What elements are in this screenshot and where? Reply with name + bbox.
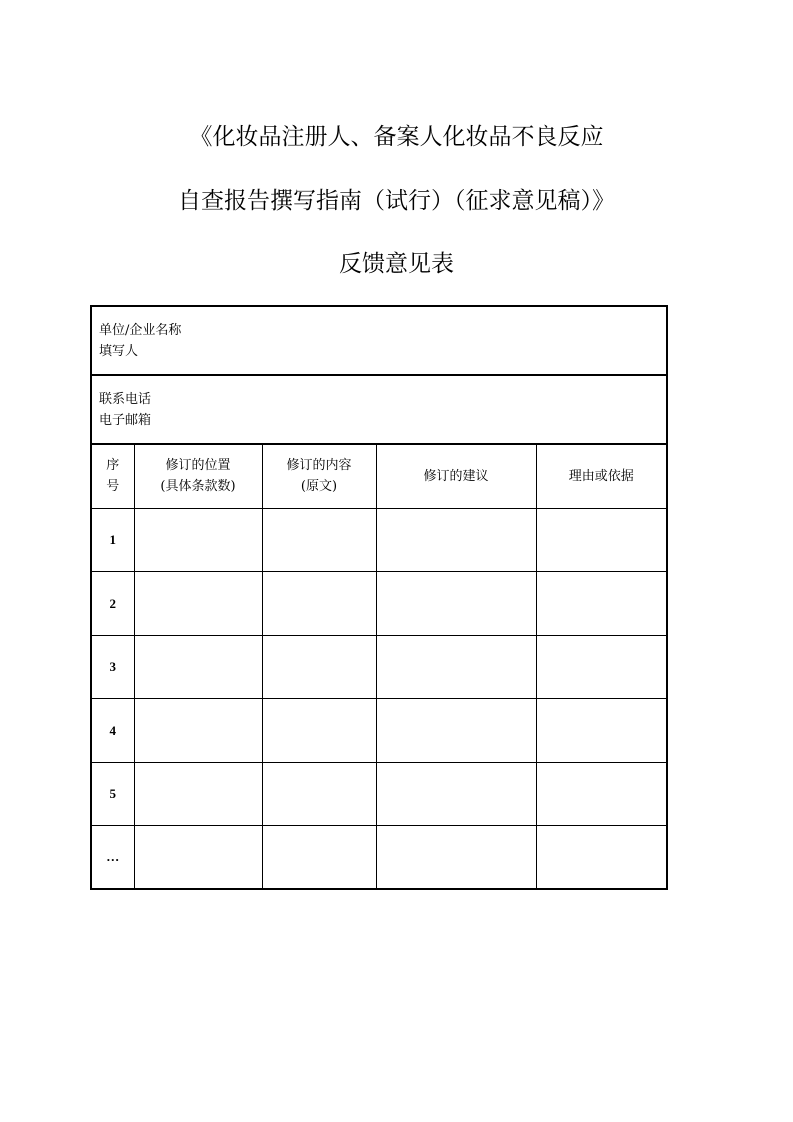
document-title-line-2: 自查报告撰写指南（试行）（征求意见稿）》	[178, 188, 615, 214]
company-name-label: 单位/企业名称	[99, 322, 182, 338]
position-cell[interactable]	[134, 508, 262, 571]
row-number: 1	[91, 508, 134, 571]
position-cell[interactable]	[134, 698, 262, 762]
seq-header-line-1: 序	[106, 458, 120, 474]
content-cell[interactable]	[262, 635, 376, 698]
reason-cell[interactable]	[536, 508, 667, 571]
reason-cell[interactable]	[536, 762, 667, 825]
table-row	[91, 571, 667, 635]
content-cell[interactable]	[262, 825, 376, 889]
row-number: 2	[91, 571, 134, 635]
seq-header-line-2: 号	[106, 479, 120, 495]
row-number: 5	[91, 762, 134, 825]
suggestion-header	[376, 444, 536, 508]
phone-label: 联系电话	[99, 391, 152, 407]
reason-header	[536, 444, 667, 508]
position-cell[interactable]	[134, 762, 262, 825]
reason-cell[interactable]	[536, 825, 667, 889]
suggestion-header-label: 修订的建议	[423, 468, 489, 484]
company-info-row	[91, 306, 667, 375]
table-row	[91, 762, 667, 825]
feedback-table	[90, 305, 668, 890]
table-row	[91, 635, 667, 698]
seq-header	[91, 444, 134, 508]
suggestion-cell[interactable]	[376, 508, 536, 571]
reason-cell[interactable]	[536, 635, 667, 698]
contact-info-row	[91, 375, 667, 444]
reason-header-label: 理由或依据	[568, 468, 634, 484]
row-number: 4	[91, 698, 134, 762]
document-title-line-3: 反馈意见表	[339, 251, 454, 277]
table-header-row	[91, 444, 667, 508]
company-info-cell[interactable]	[91, 306, 667, 375]
table-row	[91, 825, 667, 889]
position-cell[interactable]	[134, 571, 262, 635]
position-header-line-2: (具体条款数)	[160, 479, 236, 495]
suggestion-cell[interactable]	[376, 571, 536, 635]
content-header	[262, 444, 376, 508]
row-number: …	[91, 825, 134, 889]
email-label: 电子邮箱	[99, 412, 152, 428]
reason-cell[interactable]	[536, 571, 667, 635]
suggestion-cell[interactable]	[376, 825, 536, 889]
filler-label: 填写人	[99, 343, 139, 359]
suggestion-cell[interactable]	[376, 635, 536, 698]
suggestion-cell[interactable]	[376, 698, 536, 762]
table-row	[91, 698, 667, 762]
position-cell[interactable]	[134, 825, 262, 889]
content-cell[interactable]	[262, 762, 376, 825]
row-number: 3	[91, 635, 134, 698]
content-cell[interactable]	[262, 508, 376, 571]
content-cell[interactable]	[262, 698, 376, 762]
content-cell[interactable]	[262, 571, 376, 635]
table-row	[91, 508, 667, 571]
reason-cell[interactable]	[536, 698, 667, 762]
document-title-line-1: 《化妆品注册人、备案人化妆品不良反应	[189, 124, 604, 150]
suggestion-cell[interactable]	[376, 762, 536, 825]
position-cell[interactable]	[134, 635, 262, 698]
content-header-line-2: (原文)	[300, 479, 338, 495]
content-header-line-1: 修订的内容	[286, 458, 352, 474]
contact-info-cell[interactable]	[91, 375, 667, 444]
position-header	[134, 444, 262, 508]
position-header-line-1: 修订的位置	[165, 458, 231, 474]
